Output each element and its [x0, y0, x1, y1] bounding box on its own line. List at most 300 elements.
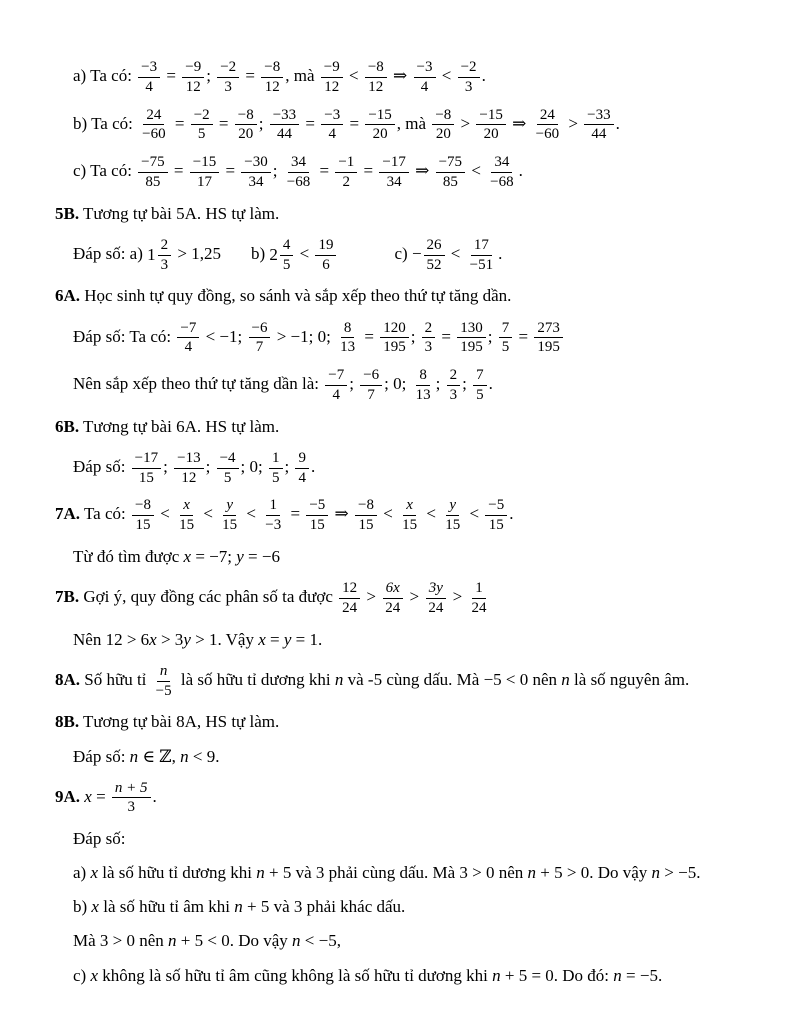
- spacer: [221, 258, 251, 259]
- exercise-8b-header: [55, 711, 762, 733]
- numerator: −30: [241, 154, 270, 173]
- text-run: và -5 cùng dấu. Mà −5 < 0 nên: [343, 670, 562, 690]
- text-run: Đáp số: a): [73, 244, 148, 264]
- denominator: 24: [471, 599, 487, 616]
- numerator: −15: [476, 107, 505, 126]
- denominator: 24: [342, 599, 358, 616]
- text-run: .: [498, 244, 503, 264]
- fraction: [325, 367, 347, 404]
- numerator: 3y: [426, 580, 446, 599]
- text-run: ;: [258, 113, 268, 133]
- denominator: 195: [383, 339, 406, 356]
- whole-number: 1: [147, 245, 156, 265]
- solution-8b-answer: [73, 746, 762, 768]
- exercise-number-label: 5B.: [55, 203, 80, 223]
- text-run: ;: [349, 374, 359, 394]
- numerator: −8: [432, 107, 454, 126]
- fraction: [139, 107, 168, 144]
- text-run: <: [437, 66, 456, 86]
- text-run: ;: [206, 66, 216, 86]
- text-run: =: [286, 504, 305, 524]
- fraction: [270, 107, 299, 144]
- text-run: b): [73, 897, 92, 917]
- text-run: c): [73, 965, 91, 985]
- fraction: [422, 320, 436, 357]
- text-run: =: [91, 786, 110, 806]
- solution-5a-part-b: [73, 107, 762, 144]
- fraction: [295, 450, 309, 487]
- denominator: −68: [286, 173, 311, 190]
- text-run: ;: [487, 326, 497, 346]
- text-run: .: [615, 113, 620, 133]
- fraction: [485, 497, 507, 534]
- numerator: −15: [365, 107, 394, 126]
- fraction: [112, 780, 151, 817]
- fraction: [337, 320, 358, 357]
- numerator: −5: [306, 497, 328, 516]
- text-run: =: [315, 161, 334, 181]
- text-run: ;: [435, 374, 445, 394]
- fraction: [138, 154, 167, 191]
- fraction: [132, 450, 161, 487]
- math-variable: x: [90, 965, 99, 985]
- denominator: −60: [535, 126, 560, 143]
- denominator: 5: [282, 256, 291, 273]
- text-run: ⇒: [388, 66, 412, 86]
- text-run: a): [73, 863, 91, 883]
- text-run: Tương tự bài 8A, HS tự làm.: [79, 712, 280, 732]
- denominator: −51: [469, 256, 494, 273]
- exercise-5b-header: [55, 203, 762, 225]
- numerator: 8: [416, 367, 430, 386]
- text-run: ⇒: [507, 113, 531, 133]
- text-run: < 9.: [188, 746, 220, 766]
- math-variable: n: [256, 863, 265, 883]
- fraction: [442, 497, 463, 534]
- text-run: ;: [205, 457, 215, 477]
- numerator: 6x: [383, 580, 403, 599]
- text-run: , mà: [285, 66, 319, 86]
- numerator: −17: [132, 450, 161, 469]
- numerator: n: [157, 663, 171, 682]
- math-variable: n: [613, 965, 622, 985]
- text-run: Học sinh tự quy đồng, so sánh và sắp xếp theo thứ tự tăng dần.: [80, 286, 512, 306]
- fraction: [241, 154, 270, 191]
- solution-6a-order: [73, 367, 762, 404]
- text-run: Đáp số:: [73, 829, 126, 849]
- solution-9a-part-c: [73, 965, 762, 987]
- denominator: −5: [155, 682, 172, 699]
- text-run: =: [301, 113, 320, 133]
- denominator: 4: [184, 339, 193, 356]
- text-run: <: [242, 504, 261, 524]
- fraction: [339, 580, 360, 617]
- text-run: .: [488, 374, 493, 394]
- denominator: 195: [460, 339, 483, 356]
- text-run: > 1. Vậy: [190, 629, 259, 649]
- solution-9a-part-b: [73, 896, 762, 918]
- fraction: [365, 59, 387, 96]
- solution-7a-result: [73, 546, 762, 568]
- text-run: .: [481, 66, 486, 86]
- numerator: −75: [138, 154, 167, 173]
- math-variable: x: [149, 629, 157, 649]
- numerator: 273: [534, 320, 563, 339]
- fraction: [321, 59, 343, 96]
- exercise-number-label: 7A.: [55, 504, 81, 524]
- denominator: 17: [196, 173, 212, 190]
- solution-7b: [55, 580, 762, 617]
- text-run: =: [514, 326, 533, 346]
- numerator: 7: [473, 367, 487, 386]
- denominator: 20: [372, 126, 388, 143]
- denominator: 3: [160, 256, 169, 273]
- numerator: −2: [191, 107, 213, 126]
- text-run: ;: [163, 457, 173, 477]
- denominator: −3: [265, 517, 282, 534]
- numerator: 24: [537, 107, 558, 126]
- denominator: 7: [367, 386, 375, 403]
- text-run: Tương tự bài 5A. HS tự làm.: [79, 203, 280, 223]
- math-variable: n: [561, 670, 570, 690]
- numerator: −2: [458, 59, 480, 78]
- fraction: [380, 320, 409, 357]
- text-run: là số hữu tỉ dương khi: [98, 863, 257, 883]
- solution-6a-answer: [73, 320, 762, 357]
- denominator: 5: [476, 386, 484, 403]
- math-variable: n: [292, 931, 301, 951]
- text-run: .: [518, 161, 523, 181]
- denominator: 20: [238, 126, 254, 143]
- denominator: 15: [309, 517, 325, 534]
- denominator: 85: [442, 173, 458, 190]
- math-variable: x: [84, 786, 92, 806]
- numerator: −3: [414, 59, 436, 78]
- text-run: =: [169, 161, 188, 181]
- exercise-number-label: 6B.: [55, 416, 80, 436]
- fraction: [191, 107, 213, 144]
- text-run: ; 0;: [240, 457, 267, 477]
- fraction: [476, 107, 505, 144]
- math-variable: n: [234, 897, 243, 917]
- numerator: −17: [379, 154, 408, 173]
- denominator: 3: [424, 339, 433, 356]
- text-run: =: [241, 66, 260, 86]
- numerator: −1: [335, 154, 357, 173]
- denominator: 44: [591, 126, 607, 143]
- fraction: [447, 367, 461, 404]
- denominator: 2: [342, 173, 351, 190]
- fraction: [261, 59, 283, 96]
- solution-5a-part-a: [73, 59, 762, 96]
- denominator: 5: [197, 126, 206, 143]
- text-run: Từ đó tìm được: [73, 547, 184, 567]
- numerator: y: [223, 497, 236, 516]
- text-run: <: [465, 504, 484, 524]
- numerator: 34: [491, 154, 512, 173]
- denominator: 4: [328, 126, 336, 143]
- numerator: n + 5: [112, 780, 151, 799]
- math-variable: y: [183, 629, 191, 649]
- exercise-number-label: 8B.: [55, 712, 80, 732]
- numerator: −33: [584, 107, 613, 126]
- math-variable: y: [236, 547, 244, 567]
- text-run: >: [564, 113, 583, 133]
- fraction: [182, 59, 204, 96]
- text-run: .: [509, 504, 514, 524]
- fraction: [158, 237, 172, 274]
- denominator: 3: [449, 386, 458, 403]
- numerator: −9: [321, 59, 343, 78]
- numerator: 19: [315, 237, 336, 256]
- fraction: [432, 107, 454, 144]
- text-run: ;: [410, 326, 420, 346]
- denominator: 24: [428, 599, 444, 616]
- denominator: 15: [135, 517, 151, 534]
- text-run: .: [152, 786, 157, 806]
- fraction: [174, 450, 203, 487]
- solution-8a: [55, 663, 762, 700]
- numerator: 4: [280, 237, 294, 256]
- denominator: 12: [264, 78, 280, 95]
- denominator: 4: [298, 469, 306, 486]
- denominator: 7: [255, 339, 264, 356]
- solution-9a-part-b-cont: [73, 930, 762, 952]
- denominator: 12: [181, 469, 197, 486]
- math-variable: n: [180, 746, 189, 766]
- numerator: −2: [217, 59, 239, 78]
- text-run: = −7;: [191, 547, 237, 567]
- text-run: , mà: [396, 113, 431, 133]
- denominator: −68: [490, 173, 514, 190]
- fraction: [468, 580, 489, 617]
- text-run: Tương tự bài 6A. HS tự làm.: [79, 416, 280, 436]
- fraction: [321, 107, 343, 144]
- text-run: <: [467, 161, 486, 181]
- text-run: + 5 = 0. Do đó:: [500, 965, 614, 985]
- denominator: 195: [537, 339, 560, 356]
- numerator: −4: [217, 450, 239, 469]
- fraction: [584, 107, 613, 144]
- denominator: 12: [324, 78, 340, 95]
- denominator: 15: [445, 517, 461, 534]
- fraction: [365, 107, 394, 144]
- mixed-number: [147, 237, 173, 274]
- fraction: [335, 154, 357, 191]
- numerator: 26: [424, 237, 445, 256]
- text-run: Nên 12 > 6: [73, 629, 150, 649]
- fraction: [132, 497, 154, 534]
- denominator: 15: [402, 517, 418, 534]
- fraction: [499, 320, 513, 357]
- numerator: 1: [269, 450, 283, 469]
- fraction: [413, 367, 434, 404]
- denominator: 24: [385, 599, 401, 616]
- fraction: [249, 320, 271, 357]
- text-run: b) Ta có:: [73, 113, 138, 133]
- text-run: b): [250, 244, 270, 264]
- denominator: 4: [420, 78, 429, 95]
- text-run: >: [456, 113, 475, 133]
- text-run: > −5.: [660, 863, 701, 883]
- numerator: −5: [485, 497, 507, 516]
- fraction: [533, 107, 562, 144]
- numerator: 1: [266, 497, 280, 516]
- solution-9a-part-a: [73, 862, 762, 884]
- text-run: là số nguyên âm.: [569, 670, 690, 690]
- fraction: [379, 154, 408, 191]
- math-variable: n: [527, 863, 537, 883]
- text-run: =: [221, 161, 240, 181]
- solution-5b-answers: [73, 237, 762, 274]
- math-variable: n: [492, 965, 501, 985]
- spacer: [338, 258, 394, 259]
- numerator: 34: [288, 154, 309, 173]
- text-run: < −1;: [201, 326, 247, 346]
- text-run: Đáp số:: [73, 746, 130, 766]
- denominator: 5: [272, 469, 280, 486]
- fraction: [280, 237, 294, 274]
- denominator: 13: [415, 386, 431, 403]
- text-run: =: [359, 161, 378, 181]
- math-variable: n: [334, 670, 344, 690]
- solution-7b-result: [73, 629, 762, 651]
- text-run: + 5 < 0. Do vậy: [176, 931, 293, 951]
- text-run: =: [265, 629, 284, 649]
- text-run: <: [295, 244, 314, 264]
- denominator: 15: [358, 517, 374, 534]
- denominator: 44: [276, 126, 292, 143]
- numerator: −9: [182, 59, 204, 78]
- text-run: ; 0;: [384, 374, 411, 394]
- text-run: > −1; 0;: [272, 326, 336, 346]
- denominator: 6: [322, 256, 330, 273]
- numerator: y: [446, 497, 459, 516]
- math-variable: x: [258, 629, 266, 649]
- denominator: 20: [435, 126, 451, 143]
- text-run: ⇒: [410, 161, 434, 181]
- numerator: −3: [138, 59, 160, 78]
- text-run: ∈ ℤ,: [138, 746, 181, 766]
- numerator: −8: [132, 497, 154, 516]
- text-run: = −6: [243, 547, 280, 567]
- text-run: Đáp số:: [73, 457, 130, 477]
- math-variable: n: [129, 746, 139, 766]
- denominator: 13: [340, 339, 356, 356]
- denominator: 12: [185, 78, 201, 95]
- text-run: ;: [462, 374, 472, 394]
- numerator: −6: [360, 367, 382, 386]
- numerator: −7: [177, 320, 199, 339]
- denominator: 20: [483, 126, 499, 143]
- fraction: [153, 663, 175, 700]
- exercise-6b-header: [55, 416, 762, 438]
- solution-9a: [55, 780, 762, 817]
- text-run: Nên sắp xếp theo thứ tự tăng dần là:: [73, 374, 324, 394]
- denominator: 4: [145, 78, 153, 95]
- text-run: <: [155, 504, 175, 524]
- fraction: [262, 497, 284, 534]
- fraction: [424, 237, 445, 274]
- numerator: 120: [380, 320, 409, 339]
- denominator: 3: [224, 78, 232, 95]
- numerator: −8: [355, 497, 377, 516]
- numerator: 9: [295, 450, 309, 469]
- numerator: −33: [270, 107, 299, 126]
- fraction: [534, 320, 563, 357]
- text-run: ;: [284, 457, 294, 477]
- solution-6b-answer: [73, 450, 762, 487]
- denominator: 34: [386, 173, 402, 190]
- denominator: 5: [223, 469, 232, 486]
- fraction: [219, 497, 240, 534]
- numerator: 8: [341, 320, 355, 339]
- numerator: 2: [422, 320, 436, 339]
- text-run: >: [448, 587, 467, 607]
- exercise-number-label: 7B.: [55, 587, 80, 607]
- fraction: [355, 497, 377, 534]
- numerator: −8: [235, 107, 257, 126]
- text-run: .: [310, 457, 316, 477]
- text-run: Gợi ý, quy đồng các phân số ta được: [79, 587, 338, 607]
- denominator: 3: [127, 799, 135, 816]
- text-run: = −5.: [621, 965, 663, 985]
- fraction: [487, 154, 516, 191]
- fraction: [473, 367, 487, 404]
- denominator: 3: [464, 78, 473, 95]
- denominator: 34: [248, 173, 264, 190]
- text-run: =: [170, 113, 189, 133]
- text-run: =: [162, 66, 181, 86]
- math-variable: x: [183, 547, 192, 567]
- math-variable: x: [90, 863, 99, 883]
- text-run: <: [379, 504, 398, 524]
- exercise-number-label: 6A.: [55, 286, 81, 306]
- fraction: [399, 497, 420, 534]
- solution-7a: [55, 497, 762, 534]
- text-run: = 1.: [291, 629, 323, 649]
- fraction: [382, 580, 403, 617]
- text-run: >: [362, 587, 381, 607]
- text-run: là số hữu tỉ dương khi: [176, 670, 335, 690]
- numerator: 1: [472, 580, 486, 599]
- fraction: [284, 154, 313, 191]
- fraction: [360, 367, 382, 404]
- exercise-number-label: 9A.: [55, 786, 81, 806]
- numerator: −7: [325, 367, 347, 386]
- text-run: =: [214, 113, 233, 133]
- text-run: <: [344, 66, 363, 86]
- denominator: 5: [501, 339, 510, 356]
- denominator: 15: [179, 517, 195, 534]
- numerator: −75: [436, 154, 465, 173]
- text-run: < −5,: [300, 931, 341, 951]
- numerator: 2: [447, 367, 461, 386]
- solution-5a-part-c: [73, 154, 762, 191]
- denominator: 15: [222, 517, 238, 534]
- text-run: >: [405, 587, 424, 607]
- exercise-number-label: 8A.: [55, 670, 81, 690]
- mixed-number: [269, 237, 295, 274]
- numerator: −13: [174, 450, 203, 469]
- text-run: > 1,25: [173, 244, 221, 264]
- numerator: −15: [190, 154, 219, 173]
- fraction: [457, 320, 486, 357]
- text-run: ;: [272, 161, 282, 181]
- math-variable: x: [91, 897, 99, 917]
- text-run: a) Ta có:: [73, 66, 137, 86]
- text-run: Ta có:: [80, 504, 130, 524]
